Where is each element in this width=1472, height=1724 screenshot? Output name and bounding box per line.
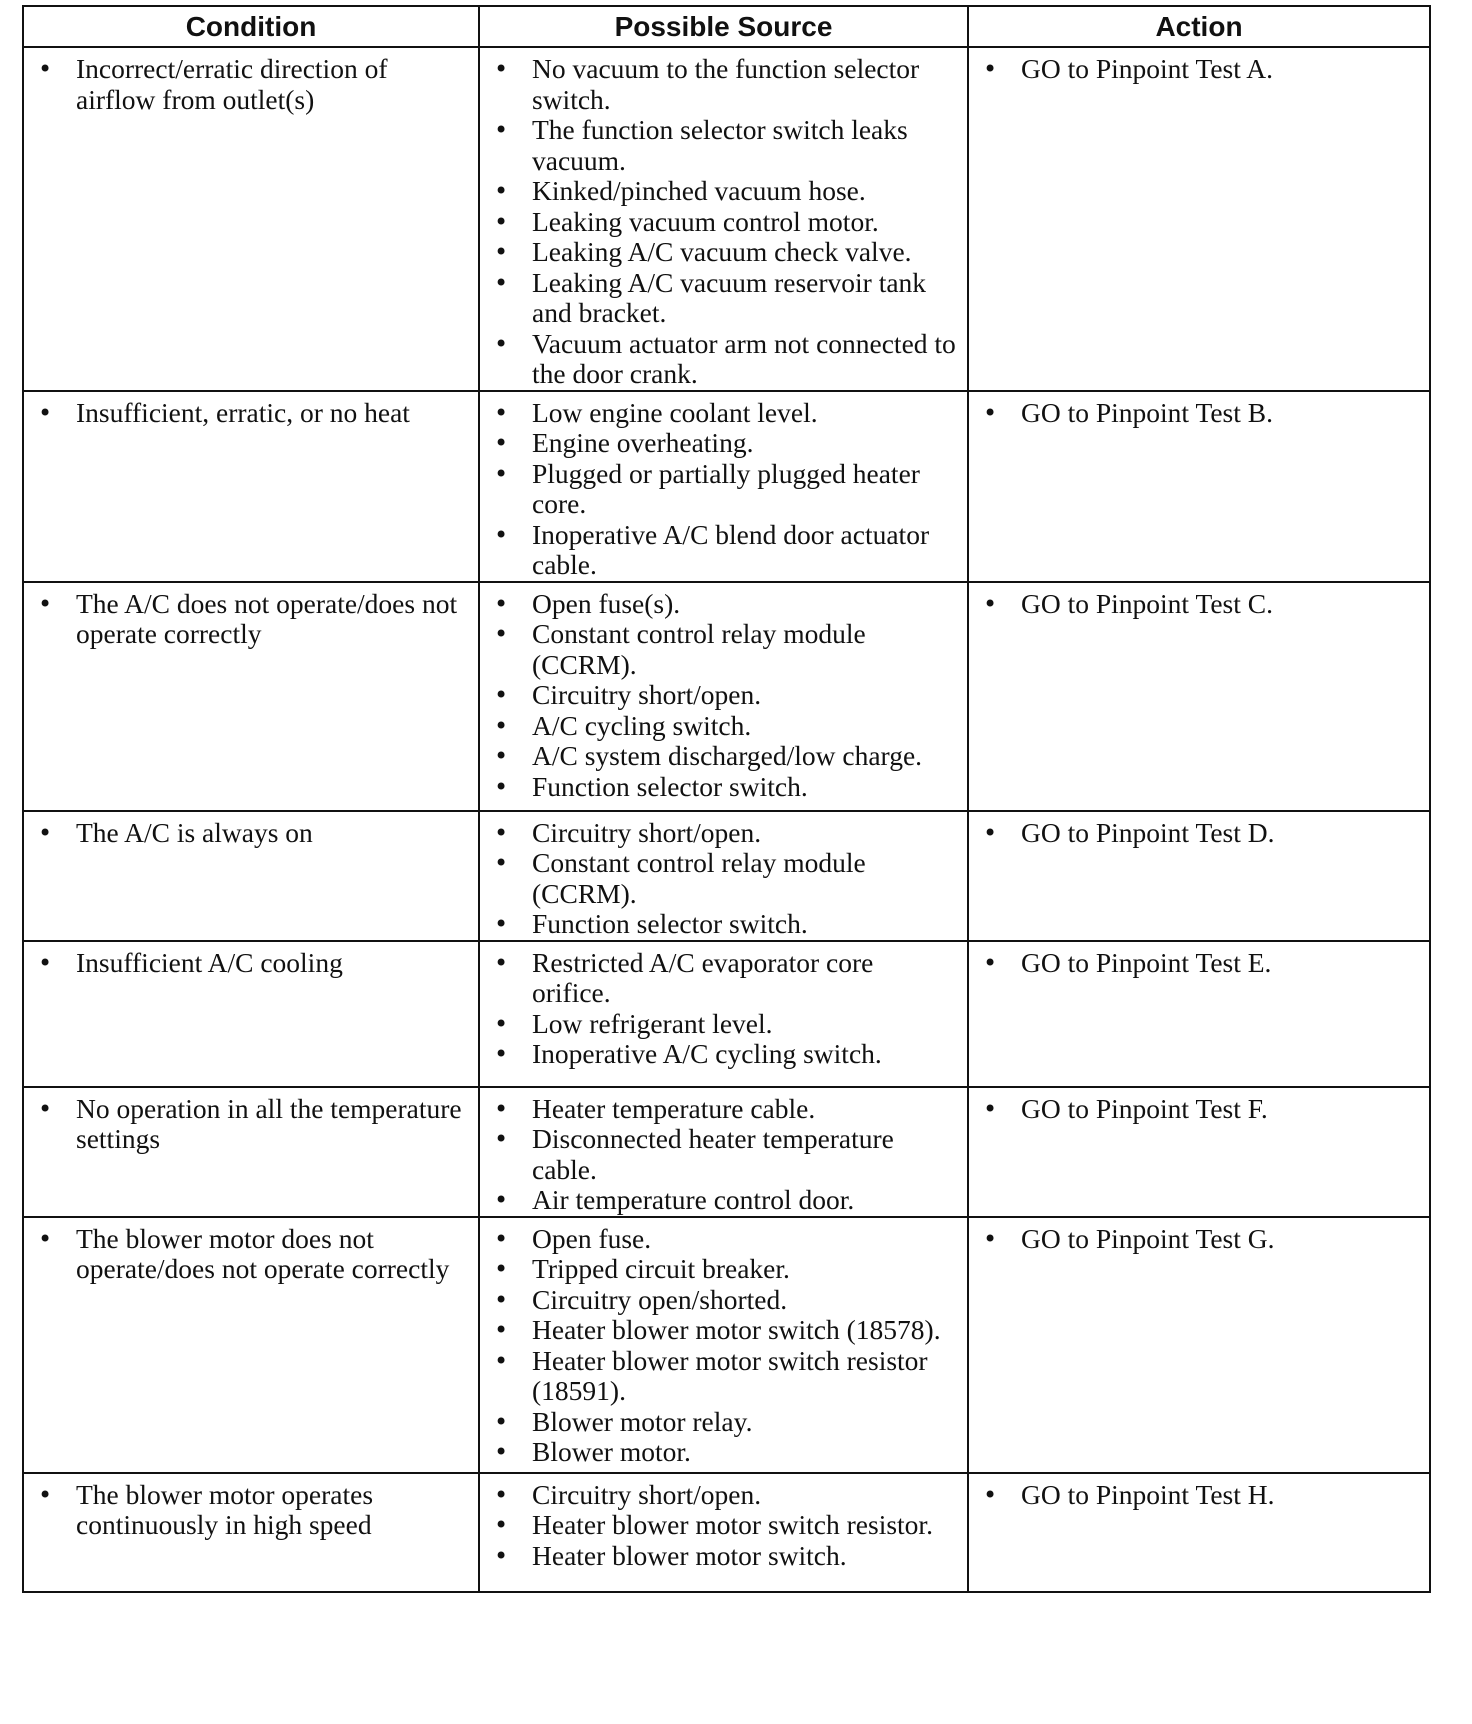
action-text: • GO to Pinpoint Test A. — [969, 54, 1419, 85]
condition-text: • The blower motor operates continuously in high speed — [24, 1480, 468, 1541]
condition-text: • The A/C is always on — [24, 818, 468, 849]
source-item: • Circuitry open/shorted. — [480, 1285, 957, 1316]
possible-source-cell — [479, 1217, 968, 1473]
table-row — [23, 1087, 1430, 1217]
action-text: • GO to Pinpoint Test E. — [969, 948, 1419, 979]
action-cell — [968, 1217, 1430, 1473]
source-item: • Disconnected heater temperature cable. — [480, 1124, 957, 1185]
condition-header: Condition — [23, 6, 479, 47]
source-item: • Constant control relay module (CCRM). — [480, 619, 957, 680]
action-cell — [968, 47, 1430, 391]
source-item: • Constant control relay module (CCRM). — [480, 848, 957, 909]
source-item: • Inoperative A/C cycling switch. — [480, 1039, 957, 1070]
source-item: • Kinked/pinched vacuum hose. — [480, 176, 957, 207]
possible-source-cell — [479, 941, 968, 1087]
source-item: • Leaking A/C vacuum check valve. — [480, 237, 957, 268]
condition-text: • Insufficient A/C cooling — [24, 948, 468, 979]
source-item: • A/C system discharged/low charge. — [480, 741, 957, 772]
possible-source-cell — [479, 811, 968, 941]
source-item: • Restricted A/C evaporator core orifice. — [480, 948, 957, 1009]
condition-text: • No operation in all the temperature settings — [24, 1094, 468, 1155]
condition-cell — [23, 582, 479, 811]
action-header: Action — [968, 6, 1430, 47]
source-item: • Tripped circuit breaker. — [480, 1254, 957, 1285]
source-item: • Heater blower motor switch resistor (18591). — [480, 1346, 957, 1407]
possible-source-cell — [479, 1473, 968, 1592]
source-list — [480, 54, 957, 390]
source-item: • Plugged or partially plugged heater core. — [480, 459, 957, 520]
possible-source-cell — [479, 1087, 968, 1217]
condition-text: • Incorrect/erratic direction of airflow from outlet(s) — [24, 54, 468, 115]
header-row — [23, 6, 1430, 47]
action-text: • GO to Pinpoint Test F. — [969, 1094, 1419, 1125]
table-row — [23, 391, 1430, 582]
table-row — [23, 941, 1430, 1087]
condition-cell — [23, 1473, 479, 1592]
source-item: • Heater blower motor switch (18578). — [480, 1315, 957, 1346]
table-row — [23, 1217, 1430, 1473]
source-item: • Air temperature control door. — [480, 1185, 957, 1216]
source-list — [480, 818, 957, 940]
source-item: • No vacuum to the function selector switch. — [480, 54, 957, 115]
possible-source-cell — [479, 391, 968, 582]
action-text: • GO to Pinpoint Test G. — [969, 1224, 1419, 1255]
source-item: • Circuitry short/open. — [480, 1480, 957, 1511]
action-cell — [968, 941, 1430, 1087]
action-cell — [968, 1087, 1430, 1217]
source-item: • The function selector switch leaks vacuum. — [480, 115, 957, 176]
condition-cell — [23, 941, 479, 1087]
table-row — [23, 47, 1430, 391]
source-item: • Circuitry short/open. — [480, 680, 957, 711]
possible-source-cell — [479, 47, 968, 391]
action-text: • GO to Pinpoint Test C. — [969, 589, 1419, 620]
source-item: • A/C cycling switch. — [480, 711, 957, 742]
table-body — [23, 47, 1430, 1592]
source-list — [480, 1224, 957, 1468]
action-cell — [968, 582, 1430, 811]
source-list — [480, 398, 957, 581]
symptom-chart-table — [22, 5, 1431, 1593]
condition-text: • The blower motor does not operate/does not operate correctly — [24, 1224, 468, 1285]
source-item: • Open fuse(s). — [480, 589, 957, 620]
source-item: • Blower motor relay. — [480, 1407, 957, 1438]
source-list — [480, 948, 957, 1070]
source-item: • Heater temperature cable. — [480, 1094, 957, 1125]
possible-source-cell — [479, 582, 968, 811]
source-item: • Low refrigerant level. — [480, 1009, 957, 1040]
action-text: • GO to Pinpoint Test D. — [969, 818, 1419, 849]
table-row — [23, 1473, 1430, 1592]
source-item: • Leaking vacuum control motor. — [480, 207, 957, 238]
action-cell — [968, 391, 1430, 582]
condition-cell — [23, 1087, 479, 1217]
table-row — [23, 582, 1430, 811]
source-item: • Heater blower motor switch. — [480, 1541, 957, 1572]
action-text: • GO to Pinpoint Test H. — [969, 1480, 1419, 1511]
table-row — [23, 811, 1430, 941]
condition-cell — [23, 391, 479, 582]
source-item: • Vacuum actuator arm not connected to the door crank. — [480, 329, 957, 390]
action-cell — [968, 1473, 1430, 1592]
condition-text: • The A/C does not operate/does not operate correctly — [24, 589, 468, 650]
source-item: • Function selector switch. — [480, 772, 957, 803]
action-text: • GO to Pinpoint Test B. — [969, 398, 1419, 429]
possible-source-header: Possible Source — [479, 6, 968, 47]
source-item: • Low engine coolant level. — [480, 398, 957, 429]
condition-text: • Insufficient, erratic, or no heat — [24, 398, 468, 429]
source-item: • Blower motor. — [480, 1437, 957, 1468]
source-item: • Leaking A/C vacuum reservoir tank and bracket. — [480, 268, 957, 329]
source-item: • Inoperative A/C blend door actuator cable. — [480, 520, 957, 581]
source-item: • Open fuse. — [480, 1224, 957, 1255]
source-list — [480, 1094, 957, 1216]
source-list — [480, 589, 957, 803]
source-item: • Function selector switch. — [480, 909, 957, 940]
source-list — [480, 1480, 957, 1572]
source-item: • Heater blower motor switch resistor. — [480, 1510, 957, 1541]
condition-cell — [23, 47, 479, 391]
condition-cell — [23, 1217, 479, 1473]
source-item: • Circuitry short/open. — [480, 818, 957, 849]
action-cell — [968, 811, 1430, 941]
condition-cell — [23, 811, 479, 941]
source-item: • Engine overheating. — [480, 428, 957, 459]
